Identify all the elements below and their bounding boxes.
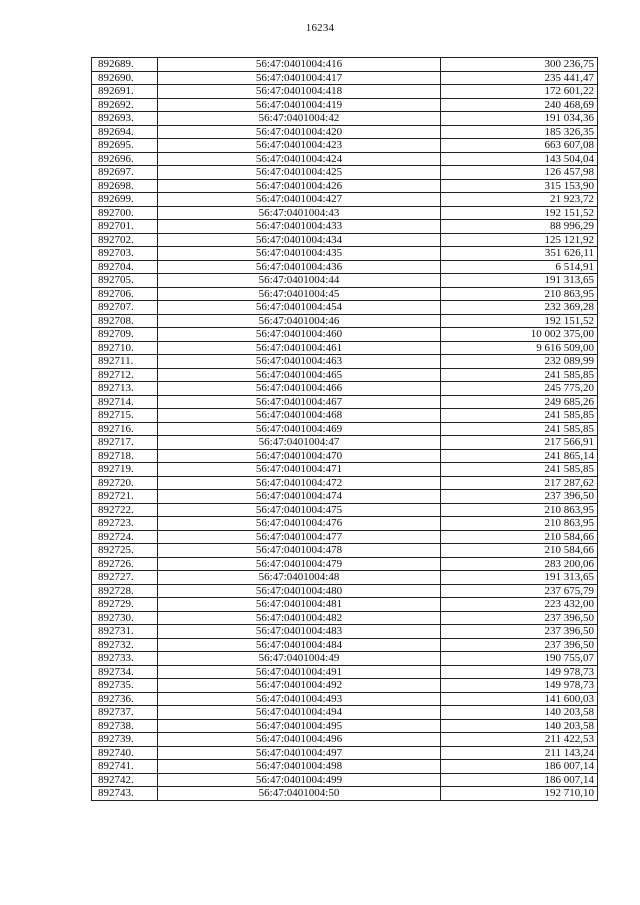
cadastral-number-cell: 56:47:0401004:497 bbox=[158, 746, 441, 760]
table-row bbox=[92, 409, 598, 423]
row-number-cell: 892695. bbox=[92, 139, 158, 153]
row-number-cell: 892700. bbox=[92, 206, 158, 220]
cadastral-value-cell: 210 863,95 bbox=[441, 503, 598, 517]
page-number: 16234 bbox=[305, 22, 335, 34]
table-row bbox=[92, 247, 598, 261]
cadastral-number-cell: 56:47:0401004:493 bbox=[158, 692, 441, 706]
cadastral-number-cell: 56:47:0401004:420 bbox=[158, 125, 441, 139]
cadastral-value-cell: 210 584,66 bbox=[441, 544, 598, 558]
row-number-cell: 892719. bbox=[92, 463, 158, 477]
row-number-cell: 892709. bbox=[92, 328, 158, 342]
row-number-cell: 892708. bbox=[92, 314, 158, 328]
table-row bbox=[92, 422, 598, 436]
table-row bbox=[92, 328, 598, 342]
cadastral-number-cell: 56:47:0401004:475 bbox=[158, 503, 441, 517]
cadastral-value-cell: 315 153,90 bbox=[441, 179, 598, 193]
cadastral-number-cell: 56:47:0401004:499 bbox=[158, 773, 441, 787]
row-number-cell: 892723. bbox=[92, 517, 158, 531]
table-row bbox=[92, 517, 598, 531]
cadastral-number-cell: 56:47:0401004:494 bbox=[158, 706, 441, 720]
row-number-cell: 892715. bbox=[92, 409, 158, 423]
row-number-cell: 892725. bbox=[92, 544, 158, 558]
table-row bbox=[92, 571, 598, 585]
table-row bbox=[92, 638, 598, 652]
table-row bbox=[92, 719, 598, 733]
cadastral-value-cell: 241 865,14 bbox=[441, 449, 598, 463]
cadastral-value-cell: 210 863,95 bbox=[441, 517, 598, 531]
cadastral-value-cell: 6 514,91 bbox=[441, 260, 598, 274]
table-row bbox=[92, 463, 598, 477]
table-row bbox=[92, 503, 598, 517]
cadastral-number-cell: 56:47:0401004:44 bbox=[158, 274, 441, 288]
row-number-cell: 892726. bbox=[92, 557, 158, 571]
cadastral-number-cell: 56:47:0401004:478 bbox=[158, 544, 441, 558]
row-number-cell: 892699. bbox=[92, 193, 158, 207]
cadastral-value-cell: 241 585,85 bbox=[441, 368, 598, 382]
cadastral-number-cell: 56:47:0401004:476 bbox=[158, 517, 441, 531]
cadastral-value-cell: 210 863,95 bbox=[441, 287, 598, 301]
cadastral-value-cell: 210 584,66 bbox=[441, 530, 598, 544]
cadastral-number-cell: 56:47:0401004:49 bbox=[158, 652, 441, 666]
table-row bbox=[92, 692, 598, 706]
cadastral-value-cell: 217 287,62 bbox=[441, 476, 598, 490]
row-number-cell: 892736. bbox=[92, 692, 158, 706]
table-row bbox=[92, 368, 598, 382]
row-number-cell: 892693. bbox=[92, 112, 158, 126]
row-number-cell: 892704. bbox=[92, 260, 158, 274]
cadastral-number-cell: 56:47:0401004:474 bbox=[158, 490, 441, 504]
table-row bbox=[92, 314, 598, 328]
row-number-cell: 892738. bbox=[92, 719, 158, 733]
cadastral-number-cell: 56:47:0401004:468 bbox=[158, 409, 441, 423]
cadastral-number-cell: 56:47:0401004:460 bbox=[158, 328, 441, 342]
cadastral-number-cell: 56:47:0401004:496 bbox=[158, 733, 441, 747]
cadastral-number-cell: 56:47:0401004:477 bbox=[158, 530, 441, 544]
cadastral-value-cell: 241 585,85 bbox=[441, 463, 598, 477]
row-number-cell: 892705. bbox=[92, 274, 158, 288]
cadastral-value-cell: 191 313,65 bbox=[441, 274, 598, 288]
cadastral-number-cell: 56:47:0401004:418 bbox=[158, 85, 441, 99]
table-row bbox=[92, 733, 598, 747]
table-row bbox=[92, 490, 598, 504]
row-number-cell: 892727. bbox=[92, 571, 158, 585]
cadastral-number-cell: 56:47:0401004:461 bbox=[158, 341, 441, 355]
table-row bbox=[92, 395, 598, 409]
cadastral-value-cell: 240 468,69 bbox=[441, 98, 598, 112]
row-number-cell: 892721. bbox=[92, 490, 158, 504]
table-row bbox=[92, 341, 598, 355]
cadastral-number-cell: 56:47:0401004:454 bbox=[158, 301, 441, 315]
row-number-cell: 892694. bbox=[92, 125, 158, 139]
row-number-cell: 892691. bbox=[92, 85, 158, 99]
cadastral-value-cell: 186 007,14 bbox=[441, 760, 598, 774]
row-number-cell: 892732. bbox=[92, 638, 158, 652]
cadastral-value-cell: 237 396,50 bbox=[441, 638, 598, 652]
row-number-cell: 892717. bbox=[92, 436, 158, 450]
cadastral-number-cell: 56:47:0401004:50 bbox=[158, 787, 441, 801]
cadastral-value-cell: 232 089,99 bbox=[441, 355, 598, 369]
row-number-cell: 892697. bbox=[92, 166, 158, 180]
row-number-cell: 892712. bbox=[92, 368, 158, 382]
cadastral-number-cell: 56:47:0401004:416 bbox=[158, 58, 441, 72]
row-number-cell: 892702. bbox=[92, 233, 158, 247]
cadastral-number-cell: 56:47:0401004:434 bbox=[158, 233, 441, 247]
cadastral-number-cell: 56:47:0401004:484 bbox=[158, 638, 441, 652]
row-number-cell: 892730. bbox=[92, 611, 158, 625]
cadastral-value-cell: 283 200,06 bbox=[441, 557, 598, 571]
cadastral-number-cell: 56:47:0401004:470 bbox=[158, 449, 441, 463]
cadastral-number-cell: 56:47:0401004:417 bbox=[158, 71, 441, 85]
row-number-cell: 892740. bbox=[92, 746, 158, 760]
table-row bbox=[92, 787, 598, 801]
row-number-cell: 892720. bbox=[92, 476, 158, 490]
cadastral-value-cell: 241 585,85 bbox=[441, 409, 598, 423]
row-number-cell: 892711. bbox=[92, 355, 158, 369]
cadastral-value-cell: 192 151,52 bbox=[441, 206, 598, 220]
cadastral-value-cell: 185 326,35 bbox=[441, 125, 598, 139]
table-row bbox=[92, 436, 598, 450]
cadastral-number-cell: 56:47:0401004:467 bbox=[158, 395, 441, 409]
table-row bbox=[92, 233, 598, 247]
cadastral-number-cell: 56:47:0401004:425 bbox=[158, 166, 441, 180]
row-number-cell: 892722. bbox=[92, 503, 158, 517]
cadastral-value-cell: 186 007,14 bbox=[441, 773, 598, 787]
table-row bbox=[92, 760, 598, 774]
row-number-cell: 892690. bbox=[92, 71, 158, 85]
row-number-cell: 892710. bbox=[92, 341, 158, 355]
cadastral-value-cell: 237 396,50 bbox=[441, 625, 598, 639]
cadastral-number-cell: 56:47:0401004:492 bbox=[158, 679, 441, 693]
row-number-cell: 892707. bbox=[92, 301, 158, 315]
table-row bbox=[92, 125, 598, 139]
cadastral-value-cell: 10 002 375,00 bbox=[441, 328, 598, 342]
table-row bbox=[92, 166, 598, 180]
cadastral-value-cell: 351 626,11 bbox=[441, 247, 598, 261]
row-number-cell: 892706. bbox=[92, 287, 158, 301]
cadastral-number-cell: 56:47:0401004:481 bbox=[158, 598, 441, 612]
table-row bbox=[92, 355, 598, 369]
row-number-cell: 892718. bbox=[92, 449, 158, 463]
table-row bbox=[92, 679, 598, 693]
table-row bbox=[92, 71, 598, 85]
table-row bbox=[92, 476, 598, 490]
cadastral-number-cell: 56:47:0401004:435 bbox=[158, 247, 441, 261]
cadastral-value-cell: 190 755,07 bbox=[441, 652, 598, 666]
cadastral-number-cell: 56:47:0401004:483 bbox=[158, 625, 441, 639]
cadastral-value-cell: 232 369,28 bbox=[441, 301, 598, 315]
cadastral-number-cell: 56:47:0401004:433 bbox=[158, 220, 441, 234]
cadastral-value-cell: 88 996,29 bbox=[441, 220, 598, 234]
table-row bbox=[92, 625, 598, 639]
cadastral-value-cell: 237 396,50 bbox=[441, 490, 598, 504]
cadastral-number-cell: 56:47:0401004:466 bbox=[158, 382, 441, 396]
cadastral-number-cell: 56:47:0401004:419 bbox=[158, 98, 441, 112]
row-number-cell: 892737. bbox=[92, 706, 158, 720]
cadastral-value-cell: 126 457,98 bbox=[441, 166, 598, 180]
cadastral-number-cell: 56:47:0401004:469 bbox=[158, 422, 441, 436]
table-row bbox=[92, 773, 598, 787]
cadastral-value-cell: 143 504,04 bbox=[441, 152, 598, 166]
table-row bbox=[92, 584, 598, 598]
row-number-cell: 892742. bbox=[92, 773, 158, 787]
table-row bbox=[92, 530, 598, 544]
row-number-cell: 892689. bbox=[92, 58, 158, 72]
cadastral-value-cell: 217 566,91 bbox=[441, 436, 598, 450]
table-row bbox=[92, 274, 598, 288]
cadastral-value-table bbox=[91, 57, 598, 801]
row-number-cell: 892698. bbox=[92, 179, 158, 193]
cadastral-value-cell: 191 313,65 bbox=[441, 571, 598, 585]
cadastral-value-cell: 141 600,03 bbox=[441, 692, 598, 706]
cadastral-value-cell: 223 432,00 bbox=[441, 598, 598, 612]
cadastral-value-cell: 192 710,10 bbox=[441, 787, 598, 801]
table-row bbox=[92, 611, 598, 625]
cadastral-value-cell: 149 978,73 bbox=[441, 665, 598, 679]
table-row bbox=[92, 449, 598, 463]
table-row bbox=[92, 220, 598, 234]
row-number-cell: 892731. bbox=[92, 625, 158, 639]
table-row bbox=[92, 179, 598, 193]
cadastral-value-cell: 241 585,85 bbox=[441, 422, 598, 436]
cadastral-value-cell: 211 143,24 bbox=[441, 746, 598, 760]
cadastral-number-cell: 56:47:0401004:48 bbox=[158, 571, 441, 585]
row-number-cell: 892701. bbox=[92, 220, 158, 234]
row-number-cell: 892734. bbox=[92, 665, 158, 679]
table-row bbox=[92, 598, 598, 612]
table-body bbox=[92, 58, 598, 801]
cadastral-value-cell: 125 121,92 bbox=[441, 233, 598, 247]
table-row bbox=[92, 260, 598, 274]
cadastral-value-cell: 140 203,58 bbox=[441, 706, 598, 720]
cadastral-number-cell: 56:47:0401004:498 bbox=[158, 760, 441, 774]
row-number-cell: 892696. bbox=[92, 152, 158, 166]
row-number-cell: 892739. bbox=[92, 733, 158, 747]
cadastral-value-cell: 237 396,50 bbox=[441, 611, 598, 625]
table-row bbox=[92, 382, 598, 396]
cadastral-value-cell: 235 441,47 bbox=[441, 71, 598, 85]
row-number-cell: 892716. bbox=[92, 422, 158, 436]
cadastral-value-cell: 249 685,26 bbox=[441, 395, 598, 409]
table-row bbox=[92, 139, 598, 153]
cadastral-number-cell: 56:47:0401004:423 bbox=[158, 139, 441, 153]
table-row bbox=[92, 652, 598, 666]
cadastral-value-cell: 211 422,53 bbox=[441, 733, 598, 747]
table-row bbox=[92, 706, 598, 720]
cadastral-number-cell: 56:47:0401004:42 bbox=[158, 112, 441, 126]
cadastral-number-cell: 56:47:0401004:472 bbox=[158, 476, 441, 490]
cadastral-number-cell: 56:47:0401004:45 bbox=[158, 287, 441, 301]
table-row bbox=[92, 665, 598, 679]
cadastral-value-cell: 149 978,73 bbox=[441, 679, 598, 693]
row-number-cell: 892733. bbox=[92, 652, 158, 666]
cadastral-number-cell: 56:47:0401004:495 bbox=[158, 719, 441, 733]
table-row bbox=[92, 58, 598, 72]
cadastral-number-cell: 56:47:0401004:479 bbox=[158, 557, 441, 571]
cadastral-number-cell: 56:47:0401004:465 bbox=[158, 368, 441, 382]
cadastral-number-cell: 56:47:0401004:436 bbox=[158, 260, 441, 274]
table-row bbox=[92, 85, 598, 99]
cadastral-number-cell: 56:47:0401004:43 bbox=[158, 206, 441, 220]
table-row bbox=[92, 112, 598, 126]
cadastral-number-cell: 56:47:0401004:47 bbox=[158, 436, 441, 450]
cadastral-number-cell: 56:47:0401004:463 bbox=[158, 355, 441, 369]
row-number-cell: 892743. bbox=[92, 787, 158, 801]
cadastral-number-cell: 56:47:0401004:491 bbox=[158, 665, 441, 679]
table-row bbox=[92, 557, 598, 571]
row-number-cell: 892724. bbox=[92, 530, 158, 544]
table-row bbox=[92, 301, 598, 315]
cadastral-number-cell: 56:47:0401004:426 bbox=[158, 179, 441, 193]
cadastral-number-cell: 56:47:0401004:46 bbox=[158, 314, 441, 328]
row-number-cell: 892713. bbox=[92, 382, 158, 396]
row-number-cell: 892735. bbox=[92, 679, 158, 693]
cadastral-number-cell: 56:47:0401004:482 bbox=[158, 611, 441, 625]
cadastral-value-cell: 21 923,72 bbox=[441, 193, 598, 207]
table-row bbox=[92, 544, 598, 558]
table-row bbox=[92, 152, 598, 166]
table-row bbox=[92, 287, 598, 301]
row-number-cell: 892703. bbox=[92, 247, 158, 261]
cadastral-value-cell: 663 607,08 bbox=[441, 139, 598, 153]
cadastral-number-cell: 56:47:0401004:471 bbox=[158, 463, 441, 477]
row-number-cell: 892729. bbox=[92, 598, 158, 612]
table-row bbox=[92, 193, 598, 207]
row-number-cell: 892741. bbox=[92, 760, 158, 774]
cadastral-value-cell: 300 236,75 bbox=[441, 58, 598, 72]
table-row bbox=[92, 98, 598, 112]
cadastral-number-cell: 56:47:0401004:424 bbox=[158, 152, 441, 166]
cadastral-number-cell: 56:47:0401004:480 bbox=[158, 584, 441, 598]
cadastral-value-cell: 140 203,58 bbox=[441, 719, 598, 733]
row-number-cell: 892714. bbox=[92, 395, 158, 409]
row-number-cell: 892728. bbox=[92, 584, 158, 598]
cadastral-value-cell: 172 601,22 bbox=[441, 85, 598, 99]
cadastral-value-cell: 192 151,52 bbox=[441, 314, 598, 328]
cadastral-value-cell: 245 775,20 bbox=[441, 382, 598, 396]
row-number-cell: 892692. bbox=[92, 98, 158, 112]
cadastral-number-cell: 56:47:0401004:427 bbox=[158, 193, 441, 207]
cadastral-value-cell: 191 034,36 bbox=[441, 112, 598, 126]
table-row bbox=[92, 206, 598, 220]
cadastral-value-cell: 9 616 509,00 bbox=[441, 341, 598, 355]
table-row bbox=[92, 746, 598, 760]
cadastral-value-cell: 237 675,79 bbox=[441, 584, 598, 598]
